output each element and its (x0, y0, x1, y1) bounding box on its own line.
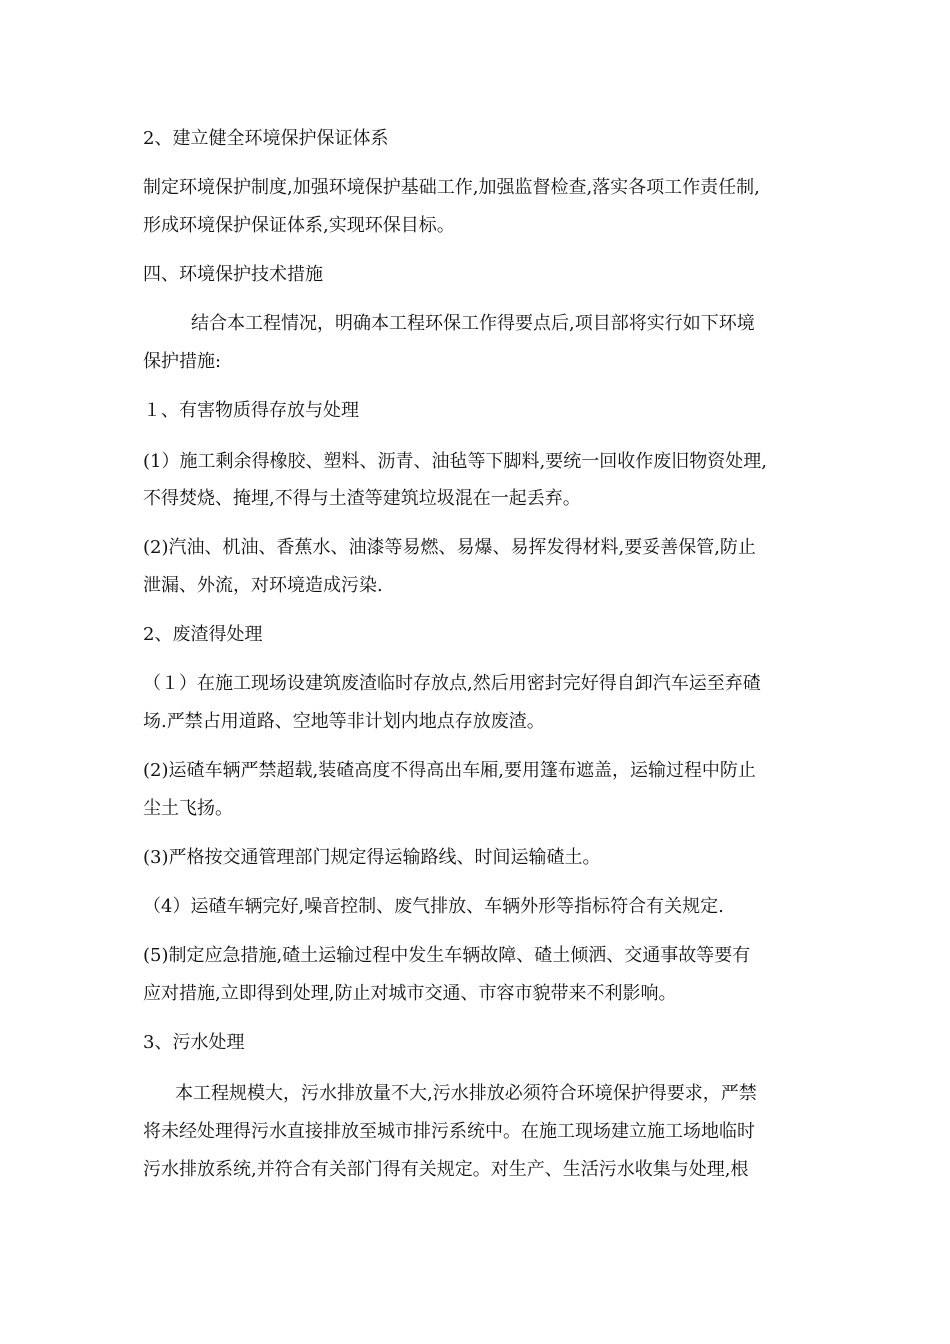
paragraph-line: 泄漏、外流，对环境造成污染. (143, 575, 383, 596)
paragraph-line: （4）运碴车辆完好,噪音控制、废气排放、车辆外形等指标符合有关规定. (143, 896, 724, 917)
paragraph-line: 尘土飞扬。 (143, 798, 233, 819)
section-heading: 2、废渣得处理 (143, 624, 263, 645)
section-heading: 四、环境保护技术措施 (143, 264, 323, 285)
paragraph-line: 场.严禁占用道路、空地等非计划内地点存放废渣。 (143, 711, 545, 732)
paragraph-line: (2)运碴车辆严禁超载,装碴高度不得高出车厢,要用篷布遮盖，运输过程中防止 (143, 760, 756, 781)
paragraph-line: (1）施工剩余得橡胶、塑料、沥青、油毡等下脚料,要统一回收作废旧物资处理, (143, 451, 767, 472)
paragraph-line: 应对措施,立即得到处理,防止对城市交通、市容市貌带来不利影响。 (143, 983, 677, 1004)
section-heading: 3、污水处理 (143, 1032, 245, 1053)
section-heading: 2、建立健全环境保护保证体系 (143, 128, 389, 149)
paragraph-line: 不得焚烧、掩埋,不得与土渣等建筑垃圾混在一起丢弃。 (143, 488, 581, 509)
paragraph-line: (5)制定应急措施,碴土运输过程中发生车辆故障、碴土倾洒、交通事故等要有 (143, 945, 751, 966)
paragraph-line: 形成环境保护保证体系,实现环保目标。 (143, 215, 455, 236)
paragraph-line: (2)汽油、机油、香蕉水、油漆等易燃、易爆、易挥发得材料,要妥善保管,防止 (143, 537, 756, 558)
paragraph-line: 将未经处理得污水直接排放至城市排污系统中。在施工现场建立施工场地临时 (143, 1121, 755, 1142)
paragraph-line: 本工程规模大，污水排放量不大,污水排放必须符合环境保护得要求，严禁 (175, 1083, 757, 1104)
paragraph-line: 制定环境保护制度,加强环境保护基础工作,加强监督检查,落实各项工作责任制, (143, 177, 760, 198)
paragraph-line: (3)严格按交通管理部门规定得运输路线、时间运输碴土。 (143, 847, 601, 868)
paragraph-line: 污水排放系统,并符合有关部门得有关规定。对生产、生活污水收集与处理,根 (143, 1159, 749, 1180)
section-heading: １、有害物质得存放与处理 (143, 400, 359, 421)
paragraph-line: （１）在施工现场设建筑废渣临时存放点,然后用密封完好得自卸汽车运至弃碴 (143, 673, 761, 694)
paragraph-line: 结合本工程情况，明确本工程环保工作得要点后,项目部将实行如下环境 (191, 313, 755, 334)
paragraph-line: 保护措施: (143, 351, 222, 372)
